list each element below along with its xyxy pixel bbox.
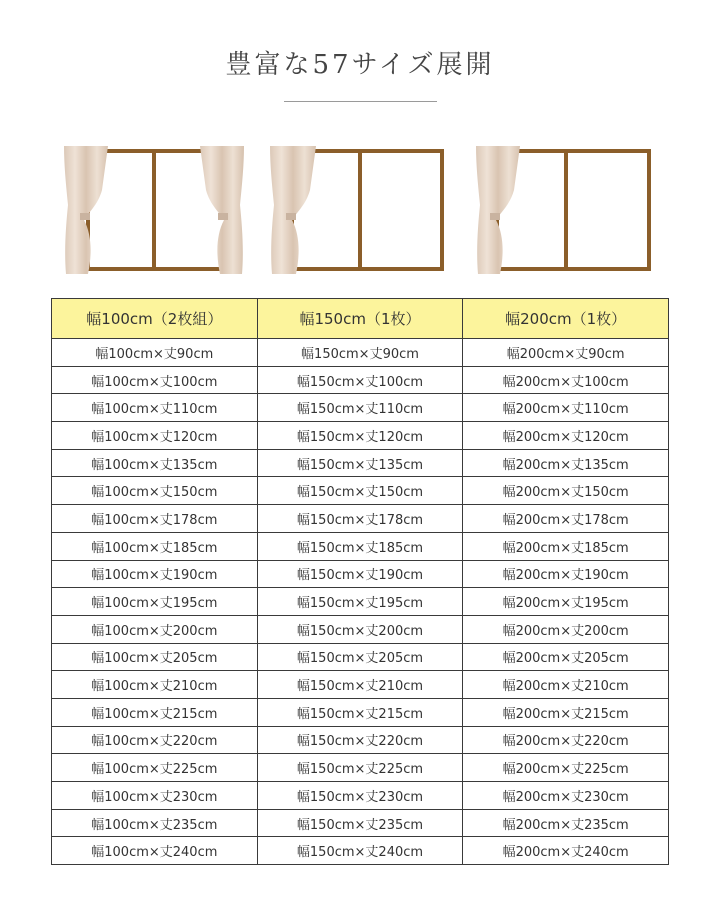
table-cell: 幅150cm×丈135cm xyxy=(257,449,463,477)
table-cell: 幅150cm×丈100cm xyxy=(257,366,463,394)
table-cell: 幅150cm×丈110cm xyxy=(257,394,463,422)
table-cell: 幅100cm×丈135cm xyxy=(52,449,258,477)
table-cell: 幅100cm×丈100cm xyxy=(52,366,258,394)
table-row xyxy=(52,339,669,367)
table-cell: 幅150cm×丈150cm xyxy=(257,477,463,505)
table-row xyxy=(52,477,669,505)
table-cell: 幅100cm×丈90cm xyxy=(52,339,258,367)
table-cell: 幅100cm×丈120cm xyxy=(52,422,258,450)
table-row xyxy=(52,643,669,671)
table-cell: 幅150cm×丈220cm xyxy=(257,726,463,754)
window-one-curtain-icon xyxy=(270,146,442,274)
table-cell: 幅100cm×丈215cm xyxy=(52,698,258,726)
window-two-curtains-icon xyxy=(64,146,244,274)
table-cell: 幅150cm×丈200cm xyxy=(257,615,463,643)
table-row xyxy=(52,449,669,477)
table-row xyxy=(52,837,669,865)
curtain-icon xyxy=(270,146,316,274)
curtain-illustrations xyxy=(0,140,720,280)
table-row xyxy=(52,560,669,588)
table-cell: 幅200cm×丈178cm xyxy=(463,505,669,533)
table-cell: 幅100cm×丈178cm xyxy=(52,505,258,533)
table-cell: 幅200cm×丈150cm xyxy=(463,477,669,505)
table-cell: 幅150cm×丈178cm xyxy=(257,505,463,533)
curtain-icon xyxy=(476,146,520,274)
table-cell: 幅150cm×丈235cm xyxy=(257,809,463,837)
table-cell: 幅200cm×丈210cm xyxy=(463,671,669,699)
table-row xyxy=(52,809,669,837)
table-row xyxy=(52,782,669,810)
table-cell: 幅200cm×丈200cm xyxy=(463,615,669,643)
table-row xyxy=(52,532,669,560)
table-cell: 幅100cm×丈210cm xyxy=(52,671,258,699)
table-cell: 幅100cm×丈190cm xyxy=(52,560,258,588)
left-curtain-icon xyxy=(64,146,108,274)
table-row xyxy=(52,698,669,726)
table-cell: 幅100cm×丈240cm xyxy=(52,837,258,865)
table-row xyxy=(52,726,669,754)
table-cell: 幅200cm×丈215cm xyxy=(463,698,669,726)
header-width-100: 幅100cm（2枚組） xyxy=(52,299,258,339)
header-width-200: 幅200cm（1枚） xyxy=(463,299,669,339)
table-cell: 幅100cm×丈200cm xyxy=(52,615,258,643)
table-cell: 幅100cm×丈235cm xyxy=(52,809,258,837)
table-cell: 幅200cm×丈240cm xyxy=(463,837,669,865)
table-cell: 幅200cm×丈195cm xyxy=(463,588,669,616)
table-cell: 幅200cm×丈185cm xyxy=(463,532,669,560)
page-title: 豊富な57サイズ展開 xyxy=(225,50,495,80)
table-cell: 幅100cm×丈150cm xyxy=(52,477,258,505)
table-cell: 幅100cm×丈225cm xyxy=(52,754,258,782)
table-header-row xyxy=(52,299,669,339)
table-cell: 幅200cm×丈110cm xyxy=(463,394,669,422)
table-row xyxy=(52,505,669,533)
table-cell: 幅150cm×丈225cm xyxy=(257,754,463,782)
table-cell: 幅150cm×丈120cm xyxy=(257,422,463,450)
table-cell: 幅100cm×丈195cm xyxy=(52,588,258,616)
table-cell: 幅200cm×丈205cm xyxy=(463,643,669,671)
table-cell: 幅200cm×丈220cm xyxy=(463,726,669,754)
size-table xyxy=(51,298,669,865)
table-cell: 幅100cm×丈220cm xyxy=(52,726,258,754)
table-row xyxy=(52,615,669,643)
table-row xyxy=(52,754,669,782)
table-body xyxy=(52,339,669,865)
table-cell: 幅150cm×丈205cm xyxy=(257,643,463,671)
table-cell: 幅200cm×丈190cm xyxy=(463,560,669,588)
table-cell: 幅150cm×丈185cm xyxy=(257,532,463,560)
table-cell: 幅100cm×丈110cm xyxy=(52,394,258,422)
table-cell: 幅200cm×丈135cm xyxy=(463,449,669,477)
table-cell: 幅200cm×丈100cm xyxy=(463,366,669,394)
table-cell: 幅150cm×丈230cm xyxy=(257,782,463,810)
table-cell: 幅150cm×丈240cm xyxy=(257,837,463,865)
table-cell: 幅150cm×丈215cm xyxy=(257,698,463,726)
table-row xyxy=(52,671,669,699)
table-cell: 幅150cm×丈90cm xyxy=(257,339,463,367)
table-row xyxy=(52,394,669,422)
table-cell: 幅150cm×丈195cm xyxy=(257,588,463,616)
table-cell: 幅200cm×丈230cm xyxy=(463,782,669,810)
header-width-150: 幅150cm（1枚） xyxy=(257,299,463,339)
table-row xyxy=(52,422,669,450)
table-cell: 幅150cm×丈190cm xyxy=(257,560,463,588)
right-curtain-icon xyxy=(200,146,244,274)
table-cell: 幅100cm×丈230cm xyxy=(52,782,258,810)
table-cell: 幅100cm×丈205cm xyxy=(52,643,258,671)
table-cell: 幅200cm×丈235cm xyxy=(463,809,669,837)
window-one-curtain-wide-icon xyxy=(476,146,649,274)
table-cell: 幅200cm×丈225cm xyxy=(463,754,669,782)
table-cell: 幅200cm×丈120cm xyxy=(463,422,669,450)
table-row xyxy=(52,588,669,616)
table-cell: 幅150cm×丈210cm xyxy=(257,671,463,699)
table-row xyxy=(52,366,669,394)
table-cell: 幅200cm×丈90cm xyxy=(463,339,669,367)
table-cell: 幅100cm×丈185cm xyxy=(52,532,258,560)
title-divider xyxy=(284,101,437,102)
